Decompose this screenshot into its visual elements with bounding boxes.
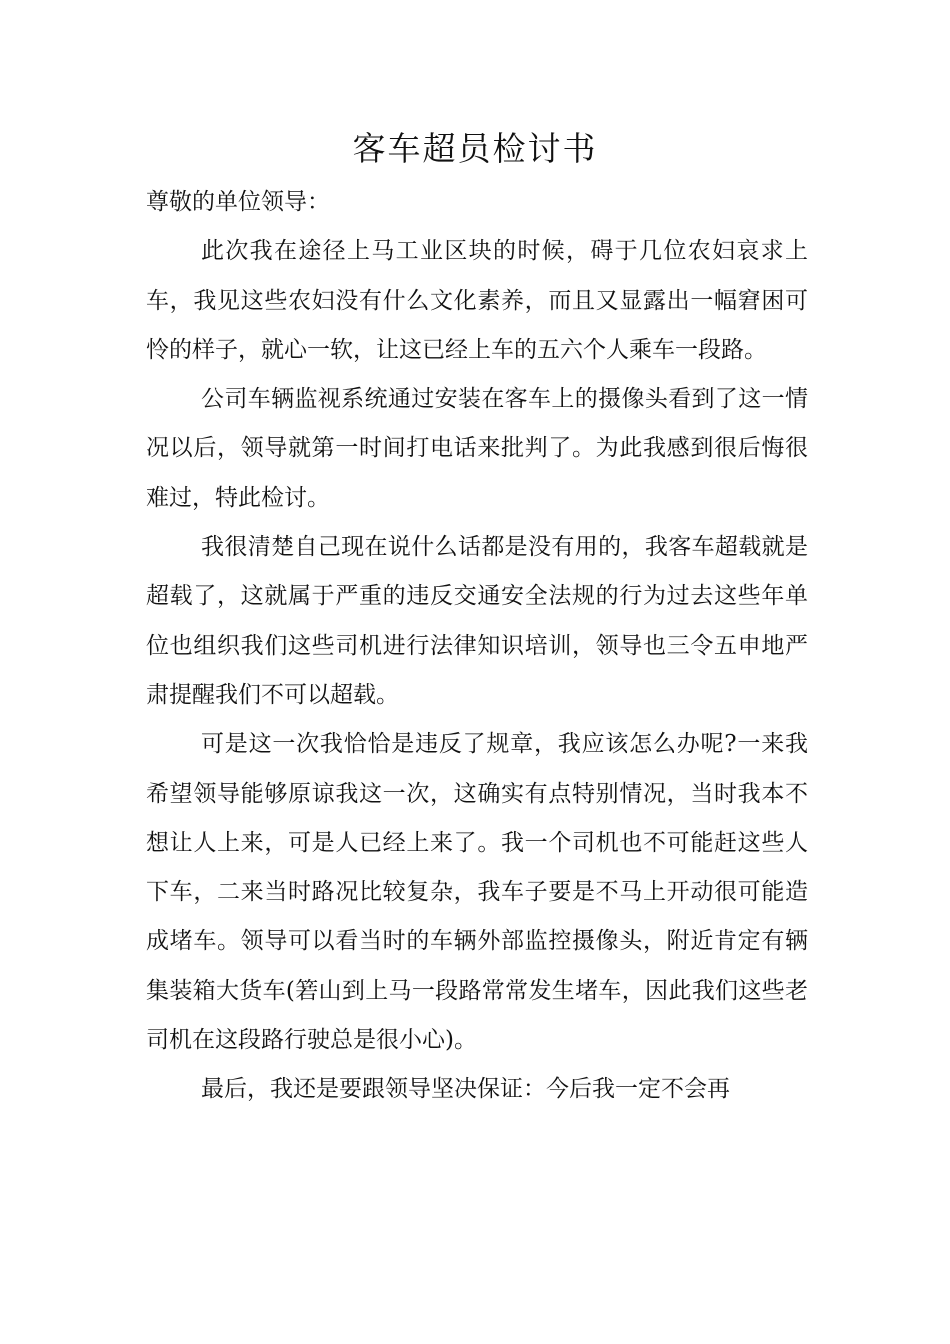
paragraph-5: 最后，我还是要跟领导坚决保证：今后我一定不会再 (201, 1076, 730, 1103)
paragraph-4: 可是这一次我恰恰是违反了规章，我应该怎么办呢?一来我希望领导能够原谅我这一次，这确实有点特别情况，当时我本不想让人上来，可是人已经上来了。我一个司机也不可能赶这些人下车，二来当时路况比较复杂，我车子要是不马上开动很可能造成堵车。领导可以看当时的车辆外部监控摄像头，附近肯定有辆集装箱大货车(箬山到上马一段路常常发生堵车，因此我们这些老司机在这段路行驶总是很小心)。 (146, 731, 808, 1054)
salutation: 尊敬的单位领导： (146, 189, 330, 215)
document-title: 客车超员检讨书 (352, 129, 598, 168)
document-body (146, 178, 808, 1115)
paragraph-3: 我很清楚自己现在说什么话都是没有用的，我客车超载就是超载了，这就属于严重的违反交通安全法规的行为过去这些年单位也组织我们这些司机进行法律知识培训，领导也三令五申地严肃提醒我们不可以超载。 (146, 534, 808, 708)
paragraph-1: 此次我在途径上马工业区块的时候，碍于几位农妇哀求上车，我见这些农妇没有什么文化素养，而且又显露出一幅窘困可怜的样子，就心一软，让这已经上车的五六个人乘车一段路。 (146, 238, 808, 363)
paragraph-2: 公司车辆监视系统通过安装在客车上的摄像头看到了这一情况以后，领导就第一时间打电话来批判了。为此我感到很后悔很难过，特此检讨。 (146, 386, 808, 511)
